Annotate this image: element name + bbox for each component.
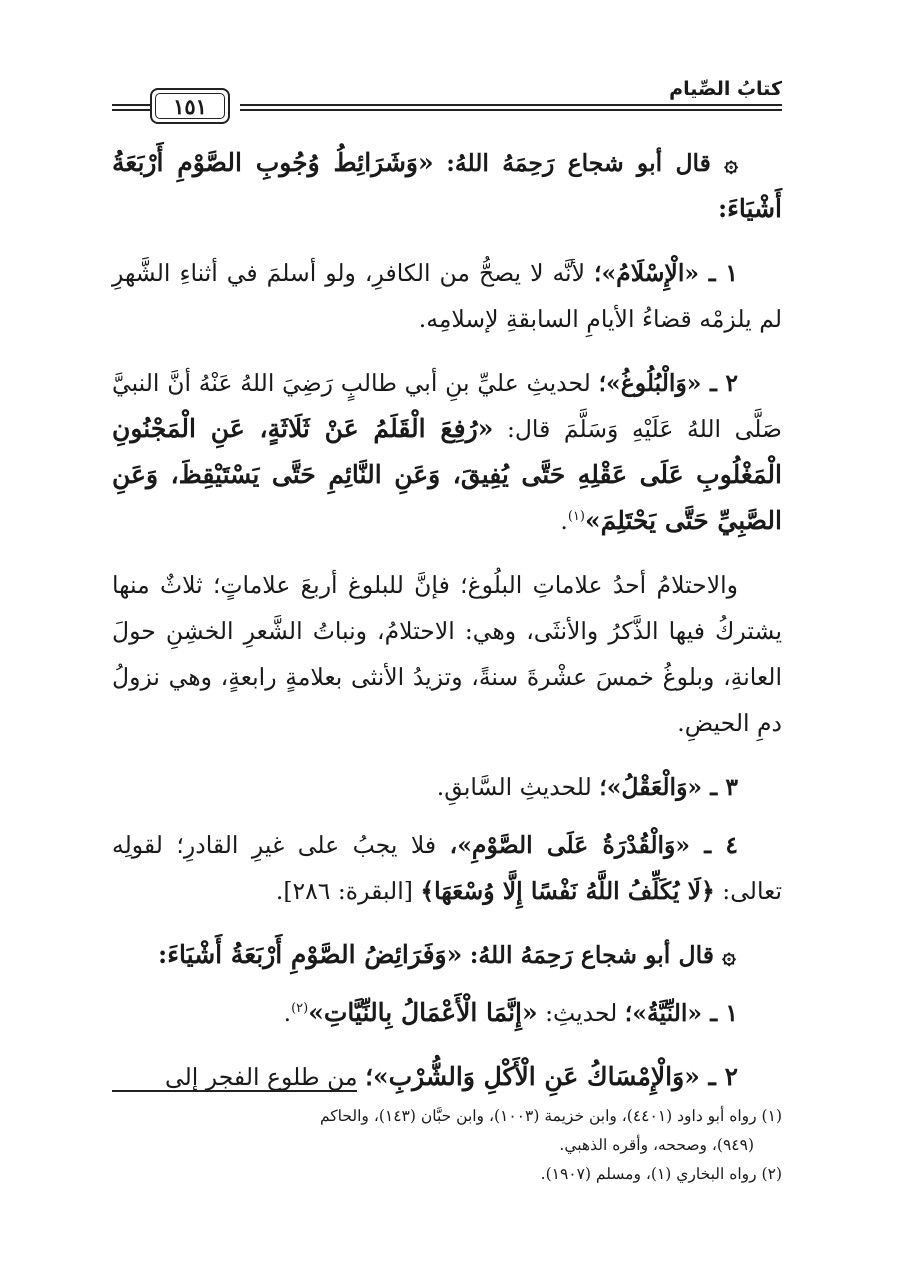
author-intro: ۞ قال أبو شجاع رَحِمَهُ اللهُ: (446, 149, 738, 177)
condition-text: لحديثِ عليِّ بنِ أبي طالبٍ رَضِيَ اللهُ عَنْهُ أنَّ النبيَّ صَلَّى اللهُ عَلَيْهِ وَسَلَّمَ قال: (112, 369, 782, 443)
footnote-2: (٢) رواه البخاري (١)، ومسلم (١٩٠٧). (540, 1165, 782, 1183)
obligation-heading: ١ ـ «النِّيَّةُ»؛ (624, 999, 738, 1027)
page-body (112, 140, 782, 1118)
footnote-ref[interactable]: (١) (567, 509, 585, 525)
header-rule-right (240, 104, 782, 111)
condition-puberty: ٢ ـ «وَالْبُلُوغُ»؛ لحديثِ عليِّ بنِ أبي طالبٍ رَضِيَ اللهُ عَنْهُ أنَّ النبيَّ صَلَّى اللهُ عَلَيْهِ وَسَلَّمَ قال: «رُفِعَ الْقَلَمُ عَنْ ثَلَاثَةٍ، عَنِ الْمَجْنُونِ الْمَغْلُوبِ عَلَى عَقْلِهِ حَتَّى يُفِيقَ، وَعَنِ النَّائِمِ حَتَّى يَسْتَيْقِظَ، وَعَنِ الصَّبِيِّ حَتَّى يَحْتَلِمَ»$^{(١)}$. (112, 369, 782, 535)
obligation-text: لحديثِ: (545, 999, 618, 1027)
obligation-heading: ٢ ـ «وَالْإِمْسَاكُ عَنِ الْأَكْلِ وَالشُّرْبِ»؛ (365, 1062, 738, 1091)
matn-quote: «وَفَرَائِضُ الصَّوْمِ أَرْبَعَةُ أَشْيَاءَ: (158, 940, 463, 969)
condition-islam (112, 250, 782, 342)
condition-heading: ٣ ـ «وَالْعَقْلُ»؛ (599, 773, 738, 801)
obligation-intention: ١ ـ «النِّيَّةُ»؛ لحديثِ: «إِنَّمَا الْأَعْمَالُ بِالنِّيَّاتِ»$^{(٢)}$. (283, 998, 738, 1027)
condition-ability (112, 822, 782, 914)
obligation-text: من طلوع الفجر إلى (165, 1063, 358, 1091)
matn-quote: «وَشَرَائِطُ وُجُوبِ الصَّوْمِ أَرْبَعَةُ أَشْيَاءَ: (112, 148, 782, 223)
quran-verse: ﴿لَا يُكَلِّفُ اللَّهُ نَفْسًا إِلَّا وُسْعَهَا﴾ (420, 877, 715, 905)
condition-heading: ٤ ـ «وَالْقُدْرَةُ عَلَى الصَّوْمِ»، (449, 831, 738, 859)
footnote-separator (112, 1090, 357, 1092)
running-header-title: كتابُ الصِّيام (669, 78, 782, 100)
condition-heading: ١ ـ «الْإِسْلَامُ»؛ (594, 259, 738, 287)
footnotes (112, 1102, 782, 1189)
footnote-ref[interactable]: (٢) (291, 1001, 309, 1017)
obligation-abstaining (112, 1054, 782, 1100)
verse-reference: [البقرة: ٢٨٦]. (275, 877, 413, 905)
condition-heading: ٢ ـ «وَالْبُلُوغُ»؛ (598, 369, 738, 397)
hadith-text: «إِنَّمَا الْأَعْمَالُ بِالنِّيَّاتِ» (308, 998, 538, 1027)
matn-obligations-intro (112, 932, 782, 978)
header-rule-left (112, 104, 150, 111)
footnote-1: (١) رواه أبو داود (٤٤٠١)، وابن خزيمة (١٠٠٣)، وابن حبَّان (١٤٣)، والحاكم (319, 1107, 782, 1125)
condition-text: فلا يجبُ على غيرِ القادرِ؛ لقولِه تعالى: (112, 831, 782, 905)
condition-text: لأنَّه لا يصحُّ من الكافرِ، ولو أسلمَ في أثناءِ الشَّهرِ لم يلزمْه قضاءُ الأيامِ السابقةِ لإسلامِه. (112, 259, 782, 333)
condition-sanity (112, 764, 782, 810)
condition-text: للحديثِ السَّابقِ. (436, 773, 592, 801)
puberty-signs-paragraph: والاحتلامُ أحدُ علاماتِ البلُوغ؛ فإنَّ للبلوغ أربعَ علاماتٍ؛ ثلاثٌ منها يشتركُ فيها الذَّكرُ والأنثَى، وهي: الاحتلامُ، ونباتُ الشَّعرِ الخشِنِ حولَ العانةِ، وبلوغُ خمسَ عشْرةَ سنةً، وتزيدُ الأنثى بعلامةٍ رابعةٍ، وهي نزولُ دمِ الحيضِ. (112, 571, 782, 737)
matn-conditions-intro (112, 140, 782, 232)
hadith-text: «رُفِعَ الْقَلَمُ عَنْ ثَلَاثَةٍ، عَنِ الْمَجْنُونِ الْمَغْلُوبِ عَلَى عَقْلِهِ حَتَّى يُفِيقَ، وَعَنِ النَّائِمِ حَتَّى يَسْتَيْقِظَ، وَعَنِ الصَّبِيِّ حَتَّى يَحْتَلِمَ» (112, 414, 782, 535)
footnote-1-continuation: (٩٤٩)، وصححه، وأقره الذهبي. (559, 1136, 754, 1154)
author-intro: ۞ قال أبو شجاع رَحِمَهُ اللهُ: (469, 941, 736, 969)
page-number-box (150, 88, 230, 124)
page-number: ١٥١ (173, 93, 207, 119)
